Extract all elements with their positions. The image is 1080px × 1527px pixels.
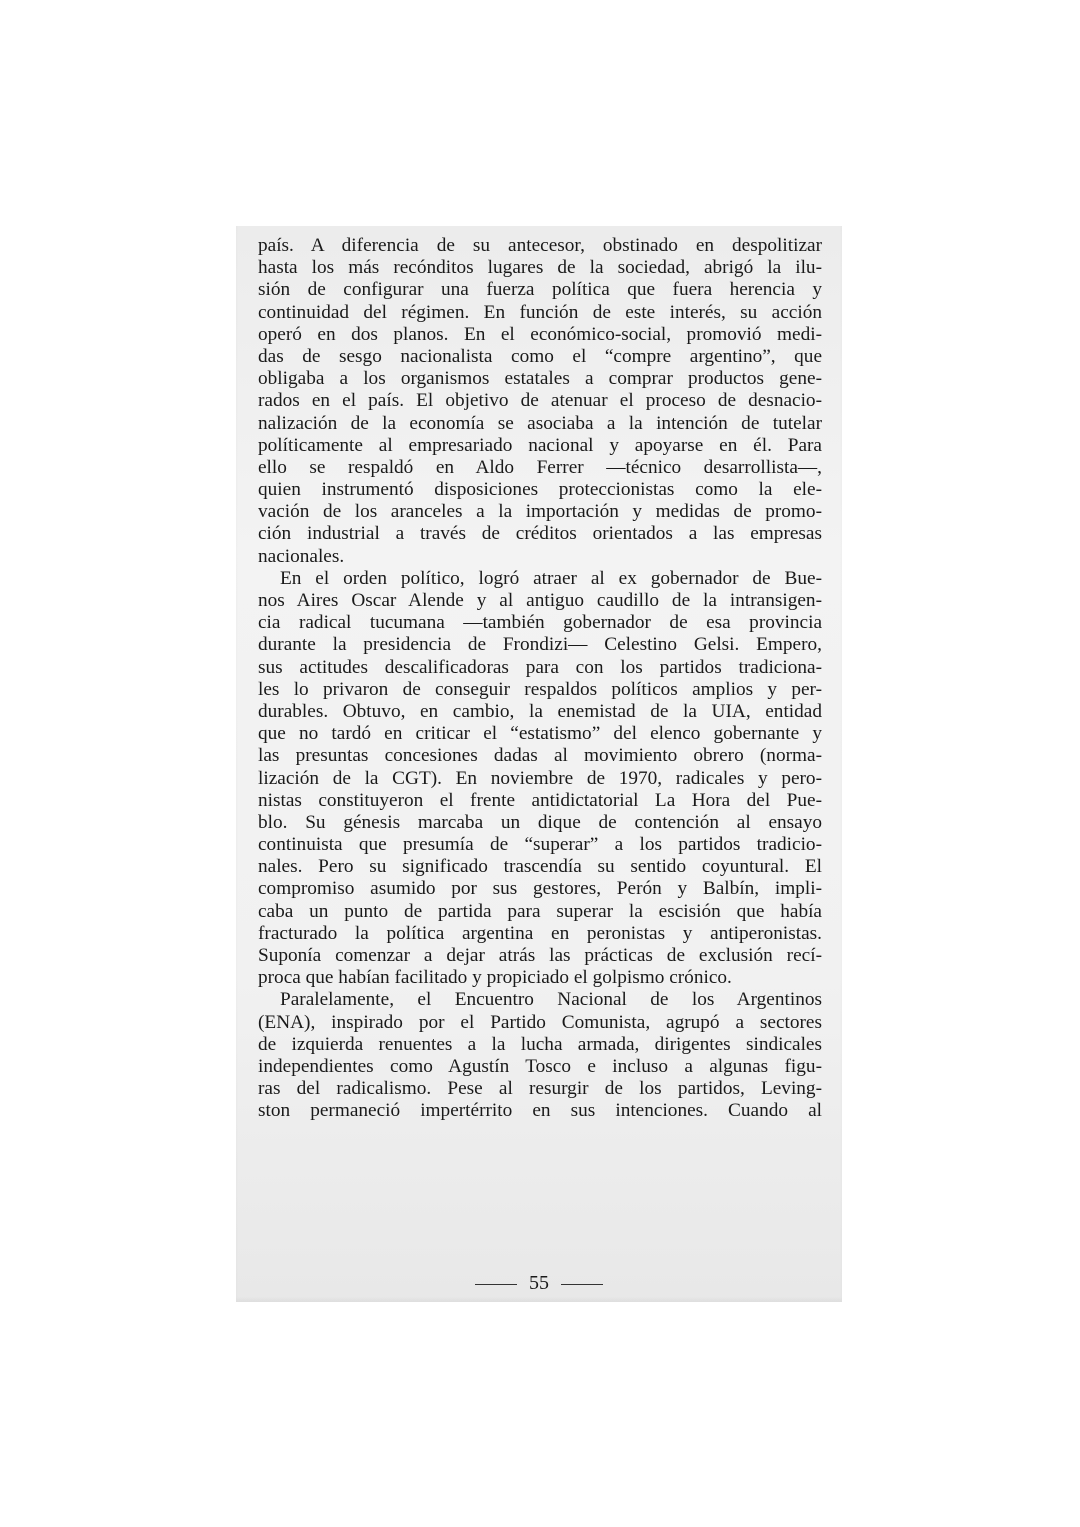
text-line: nacionales. — [258, 545, 345, 567]
text-line: (ENA), inspirado por el Partido Comunista, agrupó a sectores — [258, 1011, 822, 1033]
page-number: 55 — [529, 1272, 549, 1294]
text-line: proca que habían facilitado y propiciado el golpismo crónico. — [258, 967, 732, 989]
text-line: durante la presidencia de Frondizi— Celestino Gelsi. Empero, — [258, 634, 822, 656]
text-line: les lo privaron de conseguir respaldos políticos amplios y per- — [258, 678, 822, 700]
text-line: ston permaneció impertérrito en sus intenciones. Cuando al — [258, 1100, 822, 1122]
text-line: nales. Pero su significado trascendía su sentido coyuntural. El — [258, 856, 822, 878]
book-page — [236, 226, 842, 1302]
text-line: Paralelamente, el Encuentro Nacional de los Argentinos — [280, 989, 822, 1011]
text-line: rados en el país. El objetivo de atenuar el proceso de desnacio- — [258, 390, 822, 412]
paragraph — [258, 568, 822, 990]
text-line: operó en dos planos. En el económico-social, promovió medi- — [258, 323, 822, 345]
text-line: sus actitudes descalificadoras para con los partidos tradiciona- — [258, 656, 822, 678]
text-line: quien instrumentó disposiciones proteccionistas como la ele- — [258, 479, 822, 501]
text-line: Suponía comenzar a dejar atrás las prácticas de exclusión recí- — [258, 945, 822, 966]
text-line: vación de los aranceles a la importación y medidas de promo- — [258, 501, 822, 523]
text-line: políticamente al empresariado nacional y apoyarse en él. Para — [258, 434, 822, 456]
folio-dash-right — [561, 1284, 603, 1285]
text-line: nistas constituyeron el frente antidictatorial La Hora del Pue- — [258, 789, 822, 811]
text-line: obligaba a los organismos estatales a comprar productos gene- — [258, 368, 822, 390]
text-line: nalización de la economía se asociaba a la intención de tutelar — [258, 412, 822, 434]
text-line: ción industrial a través de créditos orientados a las empresas — [258, 523, 822, 545]
text-line: ras del radicalismo. Pese al resurgir de los partidos, Leving- — [258, 1078, 822, 1100]
paragraph — [258, 989, 822, 1122]
text-line: blo. Su génesis marcaba un dique de contención al ensayo — [258, 811, 822, 833]
text-line: país. A diferencia de su antecesor, obstinado en despolitizar — [258, 235, 822, 256]
text-line: que no tardó en criticar el “estatismo” del elenco gobernante y — [258, 723, 822, 745]
text-line: ello se respaldó en Aldo Ferrer —técnico desarrollista—, — [258, 456, 822, 478]
text-line: nos Aires Oscar Alende y al antiguo caudillo de la intransigen- — [258, 590, 822, 611]
text-line: continuidad del régimen. En función de este interés, su acción — [258, 301, 822, 323]
text-line: fracturado la política argentina en peronistas y antiperonistas. — [258, 922, 822, 944]
text-line: lización de la CGT). En noviembre de 1970, radicales y pero- — [258, 767, 822, 789]
folio-dash-left — [475, 1284, 517, 1285]
text-line: durables. Obtuvo, en cambio, la enemistad de la UIA, entidad — [258, 700, 822, 722]
text-line: En el orden político, logró atraer al ex gobernador de Bue- — [280, 567, 822, 589]
page-footer — [236, 1272, 842, 1295]
text-line: compromiso asumido por sus gestores, Perón y Balbín, impli- — [258, 878, 822, 900]
text-line: continuista que presumía de “superar” a los partidos tradicio- — [258, 834, 822, 856]
text-line: cia radical tucumana —también gobernador de esa provincia — [258, 612, 822, 634]
text-line: caba un punto de partida para superar la escisión que había — [258, 900, 822, 922]
paragraph — [258, 235, 822, 568]
text-line: hasta los más recónditos lugares de la sociedad, abrigó la ilu- — [258, 257, 822, 279]
text-line: sión de configurar una fuerza política que fuera herencia y — [258, 279, 822, 301]
text-line: das de sesgo nacionalista como el “compre argentino”, que — [258, 345, 822, 367]
text-line: las presuntas concesiones dadas al movimiento obrero (norma- — [258, 745, 822, 767]
text-line: independientes como Agustín Tosco e incluso a algunas figu- — [258, 1055, 822, 1077]
body-text — [258, 235, 822, 1123]
text-line: de izquierda renuentes a la lucha armada, dirigentes sindicales — [258, 1033, 822, 1055]
